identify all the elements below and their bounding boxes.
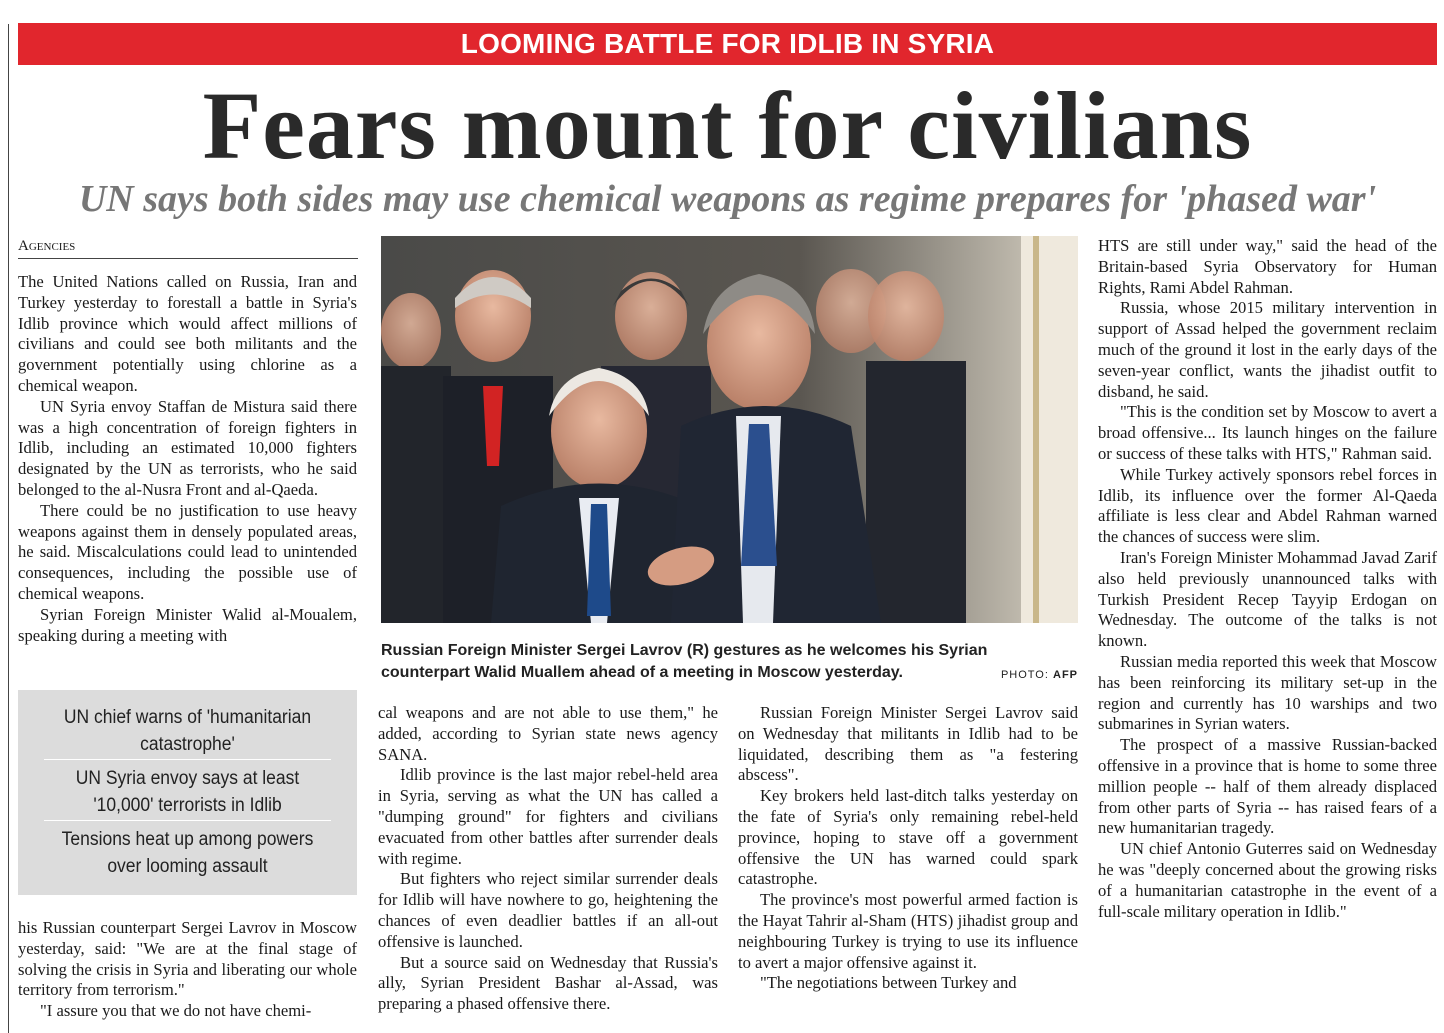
article-column-1-top [18, 272, 357, 646]
paragraph: "This is the condition set by Moscow to avert a broad offensive... Its launch hinges on the failure or success of these talks with HTS," Rahman said. [1098, 402, 1437, 463]
photo-credit [1001, 669, 1078, 681]
paragraph: But fighters who reject similar surrender deals for Idlib will have nowhere to go, heightening the chances of even deadlier battles if an all-out offensive is launched. [378, 869, 718, 951]
paragraph: UN chief Antonio Guterres said on Wednesday he was "deeply concerned about the growing risks of a humanitarian catastrophe in the event of a full-scale military operation in Idlib." [1098, 839, 1437, 921]
photo-illustration [381, 236, 1078, 623]
highlights-box [18, 690, 357, 895]
news-photo [381, 236, 1078, 623]
paragraph: Iran's Foreign Minister Mohammad Javad Zarif also held previously unannounced talks with Turkish President Recep Tayyip Erdogan on Wednesday. The outcome of the talks is not known. [1098, 547, 1437, 651]
article-column-1-bottom [18, 918, 357, 1022]
paragraph: cal weapons and are not able to use them," he added, according to Syrian state news agency SANA. [378, 703, 718, 764]
paragraph: "The negotiations between Turkey and [760, 973, 1017, 993]
paragraph: "I assure you that we do not have chemi- [40, 1001, 312, 1021]
divider [44, 820, 331, 821]
paragraph: While Turkey actively sponsors rebel forces in Idlib, its influence over the former Al-Qaeda affiliate is less clear and Abdel Rahman warned the chances of success were slim. [1098, 464, 1437, 547]
paragraph: UN Syria envoy Staffan de Mistura said there was a high concentration of foreign fighters in Idlib, including an estimated 10,000 fighters designated by the UN as terrorists, who he said belonged to the al-Nusra Front and al-Qaeda. [18, 396, 357, 499]
byline: Agencies [18, 236, 358, 259]
photo-credit-source: AFP [1053, 669, 1078, 681]
subheadline: UN says both sides may use chemical weapons as regime prepares for 'phased war' [78, 178, 1377, 220]
highlight-item: UN chief warns of 'humanitarian catastrophe' [63, 707, 312, 755]
paragraph: But a source said on Wednesday that Russia's ally, Syrian President Bashar al-Assad, was preparing a phased offensive there. [378, 952, 718, 1014]
divider [44, 759, 331, 760]
paragraph: The United Nations called on Russia, Iran and Turkey yesterday to forestall a battle in Syria's Idlib province which would affect millions of civilians and could see both militants and the government potentially using chlorine as a chemical weapon. [18, 272, 357, 395]
photo-credit-label: PHOTO: [1000, 669, 1049, 681]
paragraph: Syrian Foreign Minister Walid al-Moualem, speaking during a meeting with [18, 604, 357, 645]
section-banner: LOOMING BATTLE FOR IDLIB IN SYRIA [18, 23, 1437, 65]
paragraph: The prospect of a massive Russian-backed offensive in a province that is home to some three million people -- half of them already displaced from other parts of Syria -- has raised fears of a new humanitarian tragedy. [1098, 735, 1437, 838]
paragraph: HTS are still under way," said the head of the Britain-based Syria Observatory for Human Rights, Rami Abdel Rahman. [1098, 236, 1437, 297]
article-column-3 [738, 703, 1078, 994]
margin-rule [8, 24, 9, 1033]
highlight-item: UN Syria envoy says at least '10,000' terrorists in Idlib [75, 768, 300, 816]
paragraph: Russian Foreign Minister Sergei Lavrov said on Wednesday that militants in Idlib had to be liquidated, describing them as "a festering abscess". [738, 703, 1078, 785]
paragraph: The province's most powerful armed faction is the Hayat Tahrir al-Sham (HTS) jihadist group and neighbouring Turkey is trying to use its influence to avert a major offensive against it. [738, 890, 1078, 972]
paragraph: Key brokers held last-ditch talks yesterday on the fate of Syria's only remaining rebel-held province, hoping to stave off a government offensive the UN has warned could spark catastrophe. [738, 786, 1078, 889]
article-column-2 [378, 703, 718, 1015]
paragraph: his Russian counterpart Sergei Lavrov in Moscow yesterday, said: "We are at the final stage of solving the crisis in Syria and liberating our whole territory from terrorism." [18, 918, 357, 1000]
paragraph: Idlib province is the last major rebel-held area in Syria, serving as what the UN has called a "dumping ground" for fighters and civilians evacuated from other battles after surrender deals with regime. [378, 765, 718, 868]
highlight-item: Tensions heat up among powers over looming assault [61, 829, 314, 877]
photo-caption: Russian Foreign Minister Sergei Lavrov (R) gestures as he welcomes his Syrian counterpart Walid Muallem ahead of a meeting in Moscow yesterday. [381, 642, 988, 681]
paragraph: Russian media reported this week that Moscow has been reinforcing its military set-up in the region and currently has 10 warships and two submarines in Syrian waters. [1098, 651, 1437, 734]
article-column-4 [1098, 236, 1437, 922]
headline: Fears mount for civilians [202, 72, 1253, 179]
paragraph: Russia, whose 2015 military intervention in support of Assad helped the government reclaim much of the ground it lost in the early days of the seven-year conflict, wants the jihadist outfit to disband, he said. [1098, 298, 1437, 401]
paragraph: There could be no justification to use heavy weapons against them in densely populated areas, he said. Miscalculations could lead to unintended consequences, including the possible use of chemical weapons. [18, 500, 357, 603]
